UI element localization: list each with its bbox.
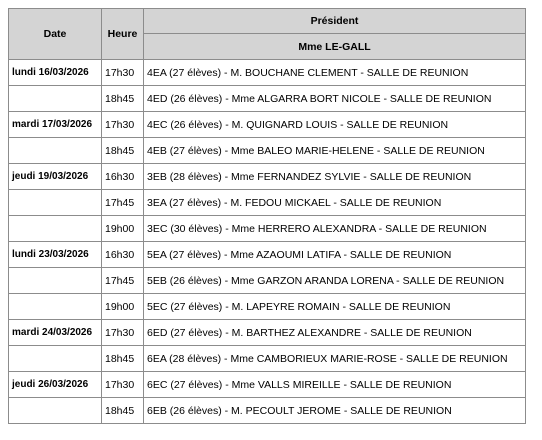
heure-column-header: Heure [102, 9, 144, 60]
date-cell: lundi 16/03/2026 [9, 60, 102, 86]
table-row [9, 164, 526, 190]
schedule-sheet [8, 8, 526, 424]
class-council-cell: 5EB (26 élèves) - Mme GARZON ARANDA LORENA - SALLE DE REUNION [144, 268, 526, 294]
table-row [9, 242, 526, 268]
table-body [9, 60, 526, 424]
class-council-cell: 4EB (27 élèves) - Mme BALEO MARIE-HELENE - SALLE DE REUNION [144, 138, 526, 164]
president-title-header: Président [144, 9, 526, 34]
date-cell [9, 216, 102, 242]
table-row [9, 346, 526, 372]
class-council-cell: 4ED (26 élèves) - Mme ALGARRA BORT NICOLE - SALLE DE REUNION [144, 86, 526, 112]
heure-cell: 18h45 [102, 86, 144, 112]
date-cell: mardi 24/03/2026 [9, 320, 102, 346]
class-council-cell: 6EB (26 élèves) - M. PECOULT JEROME - SALLE DE REUNION [144, 398, 526, 424]
table-row [9, 86, 526, 112]
table-row [9, 320, 526, 346]
heure-cell: 17h30 [102, 60, 144, 86]
table-row [9, 138, 526, 164]
table-header [9, 9, 526, 60]
date-cell [9, 294, 102, 320]
date-cell: mardi 17/03/2026 [9, 112, 102, 138]
heure-cell: 16h30 [102, 242, 144, 268]
date-cell [9, 346, 102, 372]
heure-cell: 17h45 [102, 190, 144, 216]
date-cell: jeudi 19/03/2026 [9, 164, 102, 190]
date-cell [9, 398, 102, 424]
date-cell [9, 86, 102, 112]
class-council-cell: 6ED (27 élèves) - M. BARTHEZ ALEXANDRE - SALLE DE REUNION [144, 320, 526, 346]
heure-cell: 17h30 [102, 372, 144, 398]
heure-cell: 18h45 [102, 138, 144, 164]
table-row [9, 398, 526, 424]
heure-cell: 19h00 [102, 294, 144, 320]
table-row [9, 294, 526, 320]
heure-cell: 16h30 [102, 164, 144, 190]
class-council-cell: 5EA (27 élèves) - Mme AZAOUMI LATIFA - SALLE DE REUNION [144, 242, 526, 268]
class-council-cell: 6EA (28 élèves) - Mme CAMBORIEUX MARIE-ROSE - SALLE DE REUNION [144, 346, 526, 372]
class-council-cell: 3EB (28 élèves) - Mme FERNANDEZ SYLVIE - SALLE DE REUNION [144, 164, 526, 190]
class-council-cell: 6EC (27 élèves) - Mme VALLS MIREILLE - SALLE DE REUNION [144, 372, 526, 398]
class-council-cell: 3EC (30 élèves) - Mme HERRERO ALEXANDRA - SALLE DE REUNION [144, 216, 526, 242]
heure-cell: 17h30 [102, 320, 144, 346]
council-schedule-table [8, 8, 526, 424]
date-cell [9, 190, 102, 216]
table-row [9, 112, 526, 138]
date-column-header: Date [9, 9, 102, 60]
heure-cell: 19h00 [102, 216, 144, 242]
table-row [9, 190, 526, 216]
class-council-cell: 4EC (26 élèves) - M. QUIGNARD LOUIS - SALLE DE REUNION [144, 112, 526, 138]
heure-cell: 17h30 [102, 112, 144, 138]
class-council-cell: 5EC (27 élèves) - M. LAPEYRE ROMAIN - SALLE DE REUNION [144, 294, 526, 320]
table-row [9, 60, 526, 86]
president-name-header: Mme LE-GALL [144, 34, 526, 60]
heure-cell: 18h45 [102, 398, 144, 424]
date-cell [9, 138, 102, 164]
table-row [9, 372, 526, 398]
table-row [9, 216, 526, 242]
date-cell [9, 268, 102, 294]
class-council-cell: 4EA (27 élèves) - M. BOUCHANE CLEMENT - SALLE DE REUNION [144, 60, 526, 86]
class-council-cell: 3EA (27 élèves) - M. FEDOU MICKAEL - SALLE DE REUNION [144, 190, 526, 216]
heure-cell: 17h45 [102, 268, 144, 294]
heure-cell: 18h45 [102, 346, 144, 372]
table-row [9, 268, 526, 294]
date-cell: jeudi 26/03/2026 [9, 372, 102, 398]
date-cell: lundi 23/03/2026 [9, 242, 102, 268]
